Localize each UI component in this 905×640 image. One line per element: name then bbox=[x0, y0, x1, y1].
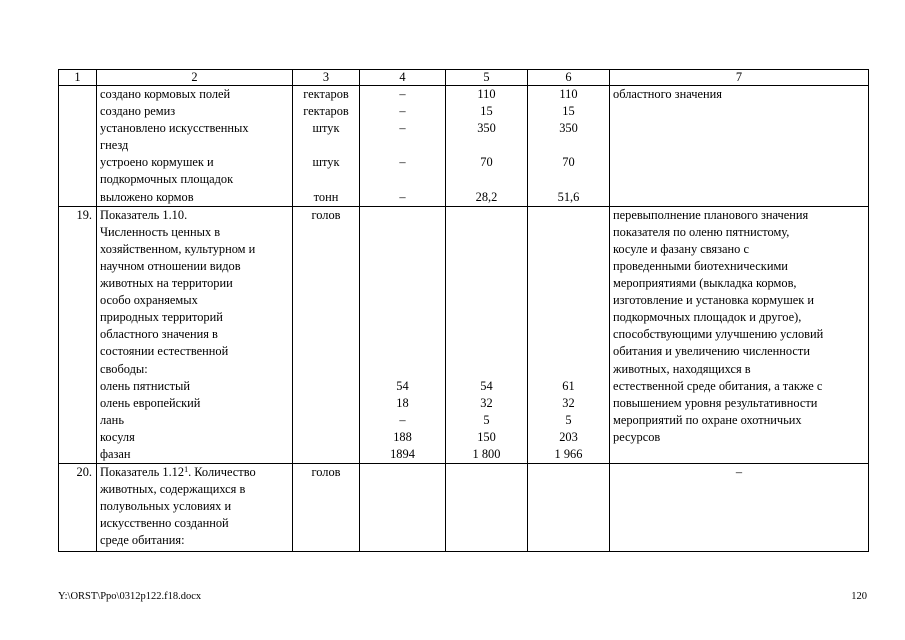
cell-line: 18 bbox=[396, 395, 409, 410]
cell-line bbox=[449, 137, 524, 154]
cell-line bbox=[531, 224, 606, 241]
cell-line: научном отношении видов bbox=[100, 258, 241, 273]
cell-line: 203 bbox=[559, 429, 578, 444]
data-table bbox=[58, 69, 869, 552]
value-cell-col5 bbox=[446, 86, 528, 207]
footer-page-number: 120 bbox=[851, 591, 867, 602]
cell-line bbox=[449, 241, 524, 258]
indicator-label-tail: . Количество bbox=[188, 465, 256, 480]
cell-line: областного значения в bbox=[100, 327, 218, 342]
cell-line: косуля bbox=[100, 429, 135, 444]
cell-line: фазан bbox=[100, 446, 131, 461]
unit-cell bbox=[293, 464, 360, 551]
cell-line bbox=[449, 258, 524, 275]
cell-line: создано ремиз bbox=[100, 104, 176, 119]
cell-line bbox=[363, 171, 442, 188]
cell-line: выложено кормов bbox=[100, 189, 194, 204]
cell-line: олень пятнистый bbox=[100, 378, 190, 393]
cell-line: ресурсов bbox=[613, 429, 661, 444]
cell-line bbox=[363, 292, 442, 309]
cell-line: 150 bbox=[477, 429, 496, 444]
cell-line: животных, находящихся в bbox=[613, 361, 751, 376]
cell-line bbox=[449, 275, 524, 292]
header-cell: 2 bbox=[97, 70, 293, 86]
value-cell-col4 bbox=[360, 206, 446, 463]
unit-cell bbox=[293, 206, 360, 463]
value-cell-col6 bbox=[528, 206, 610, 463]
cell-line: свободы: bbox=[100, 361, 148, 376]
cell-line: 54 bbox=[396, 378, 409, 393]
cell-line: гнезд bbox=[100, 138, 129, 153]
cell-line: особо охраняемых bbox=[100, 293, 198, 308]
cell-line: установлено искусственных bbox=[100, 121, 249, 136]
note-cell bbox=[610, 464, 869, 551]
cell-line: гектаров bbox=[303, 87, 349, 101]
cell-line bbox=[449, 326, 524, 343]
value-cell-col4 bbox=[360, 464, 446, 551]
cell-line bbox=[449, 292, 524, 309]
note-cell bbox=[610, 86, 869, 207]
row-number-cell: 19. bbox=[59, 206, 97, 463]
cell-line bbox=[363, 343, 442, 360]
cell-line: мероприятиями (выкладка кормов, bbox=[613, 276, 797, 291]
cell-line bbox=[531, 275, 606, 292]
cell-line: 61 bbox=[562, 378, 575, 393]
cell-line: полувольных условиях и bbox=[100, 499, 232, 514]
indicator-cell bbox=[97, 206, 293, 463]
cell-line bbox=[531, 258, 606, 275]
cell-line: 110 bbox=[477, 87, 496, 101]
cell-line: Численность ценных в bbox=[100, 224, 221, 239]
value-cell-col4 bbox=[360, 86, 446, 207]
header-cell: 3 bbox=[293, 70, 360, 86]
cell-line: проведенными биотехническими bbox=[613, 258, 788, 273]
cell-line: среде обитания: bbox=[100, 533, 185, 548]
cell-line: 32 bbox=[480, 395, 493, 410]
cell-line: штук bbox=[312, 155, 340, 170]
cell-line bbox=[531, 309, 606, 326]
cell-line: 5 bbox=[565, 412, 572, 427]
indicator-cell bbox=[97, 464, 293, 551]
cell-line bbox=[449, 361, 524, 378]
cell-line: 1 966 bbox=[554, 446, 583, 461]
cell-line: – bbox=[399, 189, 406, 204]
unit-cell bbox=[293, 86, 360, 207]
cell-line: изготовление и установка кормушек и bbox=[613, 293, 815, 308]
cell-line: обитания и увеличению численности bbox=[613, 344, 810, 359]
cell-line: подкормочных площадок bbox=[100, 172, 234, 187]
cell-line bbox=[100, 464, 289, 481]
value-cell-col5 bbox=[446, 464, 528, 551]
cell-line: 32 bbox=[562, 395, 575, 410]
cell-line bbox=[296, 137, 356, 154]
cell-line: естественной среде обитания, а также с bbox=[613, 378, 823, 393]
cell-line: – bbox=[399, 412, 406, 427]
cell-line: штук bbox=[312, 121, 340, 136]
cell-line bbox=[531, 292, 606, 309]
cell-line bbox=[363, 309, 442, 326]
cell-line bbox=[531, 137, 606, 154]
cell-line bbox=[449, 224, 524, 241]
indicator-label: Показатель 1.12 bbox=[100, 465, 185, 480]
cell-line: 350 bbox=[477, 121, 496, 136]
cell-line bbox=[296, 171, 356, 188]
column-number-header-row bbox=[59, 70, 869, 86]
cell-line bbox=[363, 207, 442, 224]
cell-line bbox=[449, 171, 524, 188]
cell-line: устроено кормушек и bbox=[100, 155, 214, 170]
header-cell: 1 bbox=[59, 70, 97, 86]
cell-line bbox=[531, 326, 606, 343]
cell-line: природных территорий bbox=[100, 310, 223, 325]
cell-line: подкормочных площадок и другое), bbox=[613, 310, 802, 325]
cell-line bbox=[363, 224, 442, 241]
note-cell bbox=[610, 206, 869, 463]
cell-line: 15 bbox=[480, 104, 493, 119]
cell-line: – bbox=[399, 104, 406, 119]
cell-line: – bbox=[735, 465, 743, 480]
cell-line: 70 bbox=[562, 155, 575, 170]
cell-line bbox=[531, 171, 606, 188]
cell-line bbox=[363, 361, 442, 378]
cell-line: – bbox=[399, 121, 406, 136]
cell-line: 110 bbox=[559, 87, 578, 101]
cell-line: 1 800 bbox=[472, 446, 501, 461]
cell-line: мероприятий по охране охотничьих bbox=[613, 412, 802, 427]
table-row-19 bbox=[59, 206, 869, 463]
cell-line bbox=[449, 207, 524, 224]
cell-line: 54 bbox=[480, 378, 493, 393]
value-cell-col6 bbox=[528, 86, 610, 207]
cell-line bbox=[531, 207, 606, 224]
cell-line: – bbox=[399, 155, 406, 170]
cell-line: состоянии естественной bbox=[100, 344, 229, 359]
cell-line: 28,2 bbox=[475, 189, 498, 204]
cell-line bbox=[363, 258, 442, 275]
header-cell: 5 bbox=[446, 70, 528, 86]
cell-line: повышением уровня результативности bbox=[613, 395, 818, 410]
cell-line: искусственно созданной bbox=[100, 516, 229, 531]
indicator-cell bbox=[97, 86, 293, 207]
footer-file-path: Y:\ORST\Ppo\0312p122.f18.docx bbox=[58, 591, 202, 602]
row-number-cell bbox=[59, 86, 97, 207]
cell-line bbox=[363, 137, 442, 154]
cell-line: 350 bbox=[559, 121, 578, 136]
cell-line: способствующими улучшению условий bbox=[613, 327, 824, 342]
cell-line: 15 bbox=[562, 104, 575, 119]
cell-line bbox=[531, 361, 606, 378]
cell-line: перевыполнение планового значения bbox=[613, 207, 809, 222]
cell-line bbox=[363, 275, 442, 292]
header-cell: 7 bbox=[610, 70, 869, 86]
cell-line: – bbox=[399, 87, 406, 101]
header-cell: 6 bbox=[528, 70, 610, 86]
cell-line: косуле и фазану связано с bbox=[613, 241, 749, 256]
table-row-continuation bbox=[59, 86, 869, 207]
cell-line: тонн bbox=[313, 189, 339, 204]
cell-line: 70 bbox=[480, 155, 493, 170]
cell-line bbox=[531, 343, 606, 360]
cell-line bbox=[100, 550, 289, 551]
cell-line bbox=[531, 241, 606, 258]
cell-line: голов bbox=[311, 207, 341, 222]
cell-line: голов bbox=[311, 465, 341, 480]
cell-line: создано кормовых полей bbox=[100, 87, 231, 101]
cell-line: хозяйственном, культурном и bbox=[100, 241, 256, 256]
header-cell: 4 bbox=[360, 70, 446, 86]
cell-line bbox=[363, 326, 442, 343]
cell-line: 188 bbox=[393, 429, 412, 444]
cell-line: животных, содержащихся в bbox=[100, 482, 246, 497]
cell-line: показателя по оленю пятнистому, bbox=[613, 224, 790, 239]
cell-line: областного значения bbox=[613, 87, 722, 101]
cell-line: Показатель 1.10. bbox=[100, 207, 188, 222]
cell-line bbox=[449, 343, 524, 360]
row-number-cell: 20. bbox=[59, 464, 97, 551]
cell-line bbox=[449, 309, 524, 326]
cell-line: гектаров bbox=[303, 104, 349, 119]
value-cell-col5 bbox=[446, 206, 528, 463]
cell-line: 51,6 bbox=[557, 189, 580, 204]
footnote-marker: 1 bbox=[184, 465, 189, 475]
cell-line: животных на территории bbox=[100, 276, 233, 291]
cell-line: лань bbox=[100, 412, 124, 427]
cell-line: 1894 bbox=[390, 446, 415, 461]
table-row-20 bbox=[59, 464, 869, 551]
cell-line: олень европейский bbox=[100, 395, 201, 410]
cell-line bbox=[363, 241, 442, 258]
cell-line: 5 bbox=[483, 412, 490, 427]
value-cell-col6 bbox=[528, 464, 610, 551]
document-table-container bbox=[58, 69, 868, 552]
